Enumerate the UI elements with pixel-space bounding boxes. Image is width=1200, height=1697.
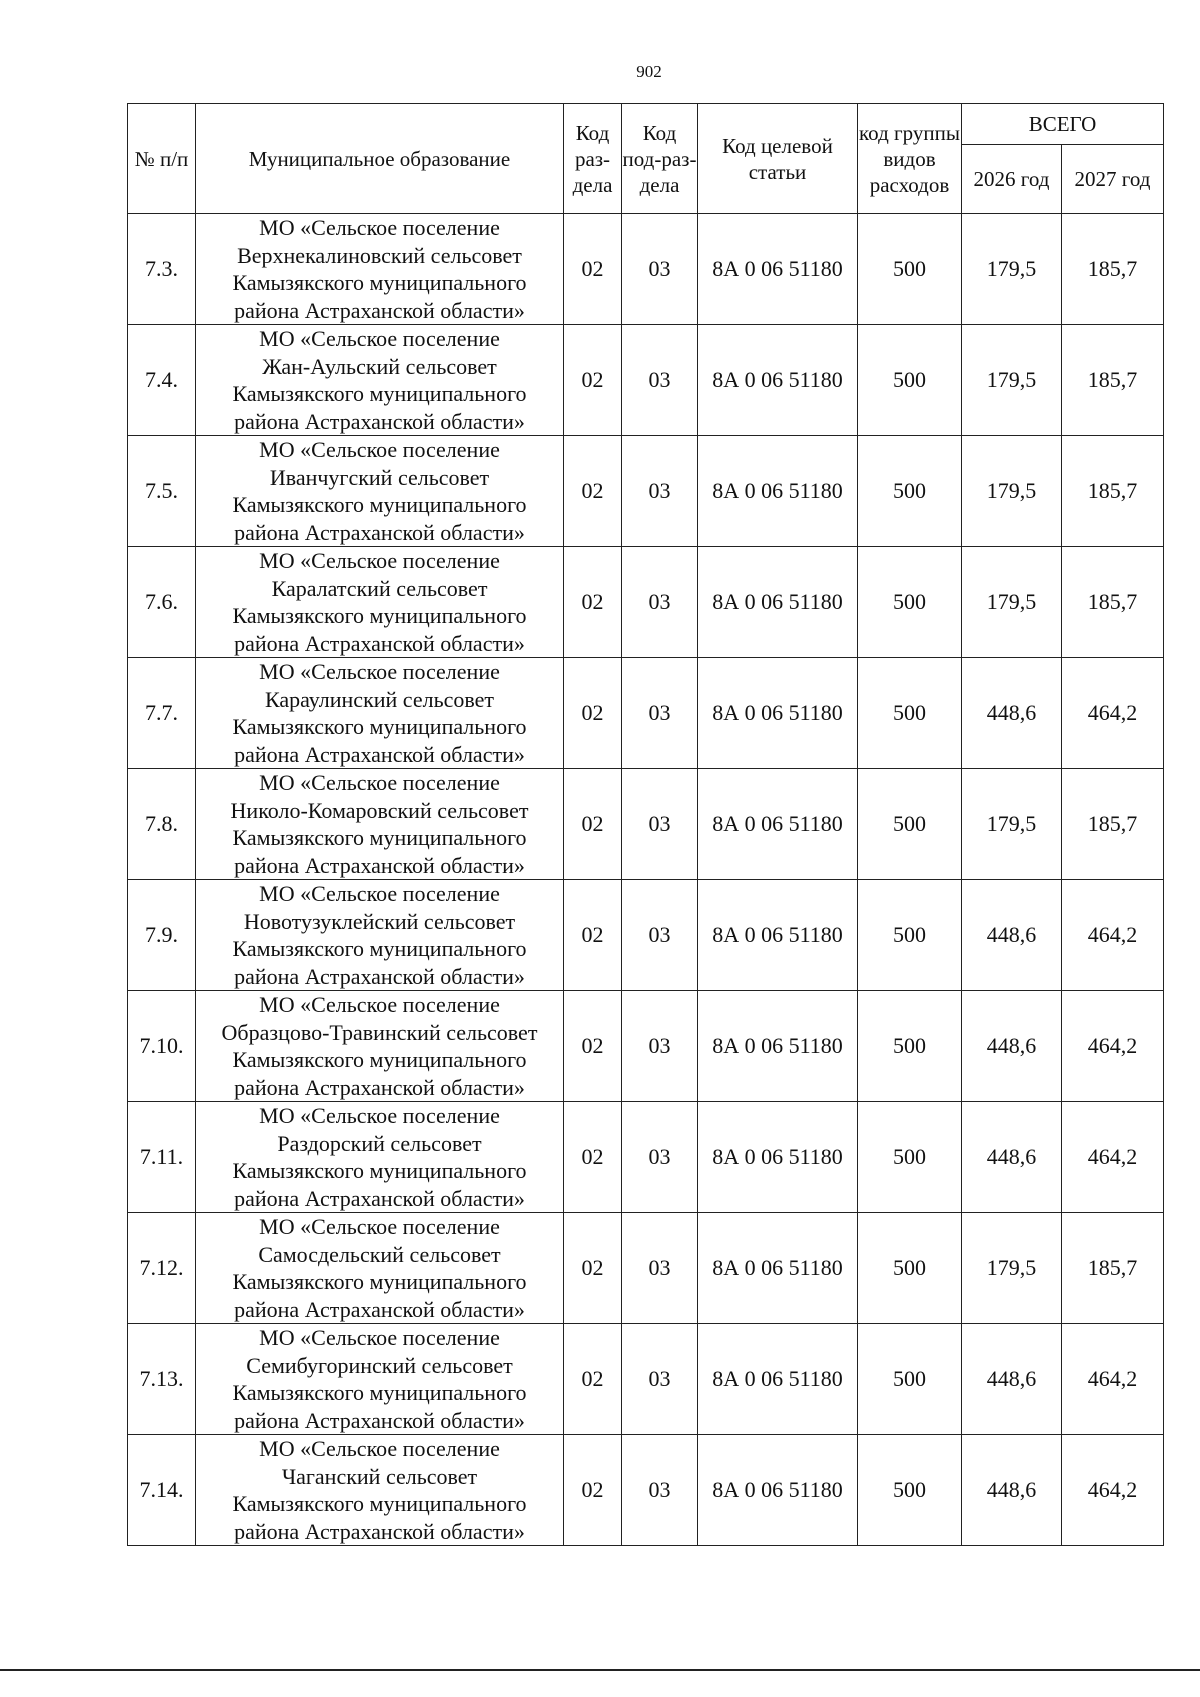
header-podrazdel-code: Код под-раз-дела <box>622 104 698 214</box>
target-article-code: 8А 0 06 51180 <box>698 436 858 547</box>
expense-group-code: 500 <box>858 880 962 991</box>
municipality-name <box>196 436 564 547</box>
municipality-name-line: района Астраханской области» <box>234 630 525 656</box>
table-row <box>128 658 1164 769</box>
municipality-name-line: района Астраханской области» <box>234 519 525 545</box>
municipality-name-line: района Астраханской области» <box>234 1074 525 1100</box>
table-row <box>128 991 1164 1102</box>
target-article-code: 8А 0 06 51180 <box>698 880 858 991</box>
target-article-code: 8А 0 06 51180 <box>698 1213 858 1324</box>
municipality-name-line: района Астраханской области» <box>234 297 525 323</box>
amount-2027: 185,7 <box>1062 214 1164 325</box>
amount-2027: 464,2 <box>1062 880 1164 991</box>
table-row <box>128 436 1164 547</box>
row-number: 7.8. <box>128 769 196 880</box>
municipality-name-line: МО «Сельское поселение <box>259 1103 500 1128</box>
row-number: 7.12. <box>128 1213 196 1324</box>
podrazdel-code: 03 <box>622 1435 698 1546</box>
podrazdel-code: 03 <box>622 214 698 325</box>
amount-2026: 179,5 <box>962 769 1062 880</box>
table-row <box>128 1435 1164 1546</box>
municipality-name <box>196 1102 564 1213</box>
amount-2026: 448,6 <box>962 1102 1062 1213</box>
table-row <box>128 769 1164 880</box>
target-article-code: 8А 0 06 51180 <box>698 547 858 658</box>
table-row <box>128 1102 1164 1213</box>
podrazdel-code: 03 <box>622 880 698 991</box>
municipality-name <box>196 991 564 1102</box>
expense-group-code: 500 <box>858 325 962 436</box>
municipality-name-line: Камызякского муниципального <box>232 1491 527 1516</box>
amount-2026: 179,5 <box>962 436 1062 547</box>
municipality-name-line: района Астраханской области» <box>234 1185 525 1211</box>
razdel-code: 02 <box>564 991 622 1102</box>
amount-2026: 448,6 <box>962 1324 1062 1435</box>
header-total: ВСЕГО <box>962 104 1164 145</box>
municipality-name <box>196 1213 564 1324</box>
municipality-name-line: МО «Сельское поселение <box>259 548 500 573</box>
razdel-code: 02 <box>564 769 622 880</box>
table-row <box>128 547 1164 658</box>
municipality-name-line: Камызякского муниципального <box>232 1158 527 1183</box>
municipality-name <box>196 1324 564 1435</box>
municipality-name <box>196 658 564 769</box>
target-article-code: 8А 0 06 51180 <box>698 1324 858 1435</box>
municipality-name-line: района Астраханской области» <box>234 1518 525 1544</box>
podrazdel-code: 03 <box>622 658 698 769</box>
header-num: № п/п <box>128 104 196 214</box>
municipality-name-line: Семибугоринский сельсовет <box>246 1352 513 1378</box>
municipality-name-line: Николо-Комаровский сельсовет <box>230 797 529 823</box>
municipality-name-line: МО «Сельское поселение <box>259 437 500 462</box>
municipality-name-line: Камызякского муниципального <box>232 825 527 850</box>
amount-2027: 185,7 <box>1062 1213 1164 1324</box>
row-number: 7.10. <box>128 991 196 1102</box>
municipality-name-line: Камызякского муниципального <box>232 936 527 961</box>
municipality-name <box>196 769 564 880</box>
amount-2027: 464,2 <box>1062 991 1164 1102</box>
municipality-name-line: Раздорский сельсовет <box>277 1130 482 1156</box>
expense-group-code: 500 <box>858 547 962 658</box>
municipality-name-line: Жан-Аульский сельсовет <box>262 353 497 379</box>
amount-2027: 185,7 <box>1062 436 1164 547</box>
municipality-name-line: МО «Сельское поселение <box>259 992 500 1017</box>
amount-2026: 179,5 <box>962 547 1062 658</box>
amount-2027: 185,7 <box>1062 325 1164 436</box>
header-year-2027: 2027 год <box>1062 145 1164 214</box>
municipality-name-line: Камызякского муниципального <box>232 1047 527 1072</box>
municipality-name-line: Камызякского муниципального <box>232 714 527 739</box>
municipality-name-line: района Астраханской области» <box>234 1407 525 1433</box>
podrazdel-code: 03 <box>622 1324 698 1435</box>
municipality-name-line: Верхнекалиновский сельсовет <box>237 242 522 268</box>
row-number: 7.7. <box>128 658 196 769</box>
expense-group-code: 500 <box>858 658 962 769</box>
amount-2026: 448,6 <box>962 1435 1062 1546</box>
target-article-code: 8А 0 06 51180 <box>698 214 858 325</box>
municipality-name <box>196 325 564 436</box>
razdel-code: 02 <box>564 214 622 325</box>
expense-group-code: 500 <box>858 1102 962 1213</box>
podrazdel-code: 03 <box>622 1213 698 1324</box>
target-article-code: 8А 0 06 51180 <box>698 658 858 769</box>
municipality-name-line: МО «Сельское поселение <box>259 326 500 351</box>
municipality-name-line: Чаганский сельсовет <box>281 1463 478 1489</box>
row-number: 7.11. <box>128 1102 196 1213</box>
header-expense-group-code: код группы видов расходов <box>858 104 962 214</box>
podrazdel-code: 03 <box>622 991 698 1102</box>
municipality-name-line: Каралатский сельсовет <box>271 575 488 601</box>
header-target-article-code: Код целевой статьи <box>698 104 858 214</box>
podrazdel-code: 03 <box>622 547 698 658</box>
municipality-name-line: Камызякского муниципального <box>232 492 527 517</box>
table-row <box>128 1324 1164 1435</box>
table-row <box>128 1213 1164 1324</box>
target-article-code: 8А 0 06 51180 <box>698 1102 858 1213</box>
municipality-name-line: Камызякского муниципального <box>232 270 527 295</box>
row-number: 7.4. <box>128 325 196 436</box>
amount-2027: 185,7 <box>1062 769 1164 880</box>
amount-2026: 179,5 <box>962 214 1062 325</box>
municipality-name-line: Иванчугский сельсовет <box>269 464 490 490</box>
header-year-2026: 2026 год <box>962 145 1062 214</box>
razdel-code: 02 <box>564 1435 622 1546</box>
podrazdel-code: 03 <box>622 1102 698 1213</box>
municipality-name-line: МО «Сельское поселение <box>259 215 500 240</box>
podrazdel-code: 03 <box>622 769 698 880</box>
row-number: 7.5. <box>128 436 196 547</box>
amount-2027: 185,7 <box>1062 547 1164 658</box>
row-number: 7.9. <box>128 880 196 991</box>
municipality-name-line: МО «Сельское поселение <box>259 1436 500 1461</box>
municipality-name-line: района Астраханской области» <box>234 852 525 878</box>
budget-table <box>127 103 1164 1546</box>
target-article-code: 8А 0 06 51180 <box>698 769 858 880</box>
municipality-name-line: Камызякского муниципального <box>232 1269 527 1294</box>
expense-group-code: 500 <box>858 991 962 1102</box>
razdel-code: 02 <box>564 547 622 658</box>
municipality-name <box>196 1435 564 1546</box>
target-article-code: 8А 0 06 51180 <box>698 1435 858 1546</box>
row-number: 7.13. <box>128 1324 196 1435</box>
amount-2026: 179,5 <box>962 325 1062 436</box>
municipality-name-line: МО «Сельское поселение <box>259 1214 500 1239</box>
municipality-name <box>196 880 564 991</box>
municipality-name-line: Образцово-Травинский сельсовет <box>221 1019 538 1045</box>
amount-2026: 448,6 <box>962 991 1062 1102</box>
table-row <box>128 880 1164 991</box>
podrazdel-code: 03 <box>622 325 698 436</box>
table-row <box>128 214 1164 325</box>
amount-2027: 464,2 <box>1062 1435 1164 1546</box>
municipality-name-line: Камызякского муниципального <box>232 603 527 628</box>
amount-2027: 464,2 <box>1062 1324 1164 1435</box>
municipality-name-line: района Астраханской области» <box>234 741 525 767</box>
razdel-code: 02 <box>564 658 622 769</box>
municipality-name-line: района Астраханской области» <box>234 963 525 989</box>
header-municipality: Муниципальное образование <box>196 104 564 214</box>
row-number: 7.3. <box>128 214 196 325</box>
amount-2027: 464,2 <box>1062 1102 1164 1213</box>
municipality-name-line: района Астраханской области» <box>234 1296 525 1322</box>
municipality-name-line: района Астраханской области» <box>234 408 525 434</box>
amount-2026: 448,6 <box>962 880 1062 991</box>
expense-group-code: 500 <box>858 769 962 880</box>
razdel-code: 02 <box>564 436 622 547</box>
municipality-name-line: Самосдельский сельсовет <box>258 1241 501 1267</box>
amount-2026: 179,5 <box>962 1213 1062 1324</box>
razdel-code: 02 <box>564 325 622 436</box>
municipality-name-line: МО «Сельское поселение <box>259 1325 500 1350</box>
expense-group-code: 500 <box>858 214 962 325</box>
razdel-code: 02 <box>564 1213 622 1324</box>
table-row <box>128 325 1164 436</box>
expense-group-code: 500 <box>858 1213 962 1324</box>
expense-group-code: 500 <box>858 1435 962 1546</box>
expense-group-code: 500 <box>858 436 962 547</box>
amount-2027: 464,2 <box>1062 658 1164 769</box>
razdel-code: 02 <box>564 880 622 991</box>
municipality-name <box>196 214 564 325</box>
razdel-code: 02 <box>564 1102 622 1213</box>
row-number: 7.6. <box>128 547 196 658</box>
row-number: 7.14. <box>128 1435 196 1546</box>
header-razdel-code: Код раз-дела <box>564 104 622 214</box>
expense-group-code: 500 <box>858 1324 962 1435</box>
municipality-name <box>196 547 564 658</box>
podrazdel-code: 03 <box>622 436 698 547</box>
municipality-name-line: Камызякского муниципального <box>232 381 527 406</box>
municipality-name-line: Камызякского муниципального <box>232 1380 527 1405</box>
target-article-code: 8А 0 06 51180 <box>698 325 858 436</box>
razdel-code: 02 <box>564 1324 622 1435</box>
municipality-name-line: МО «Сельское поселение <box>259 770 500 795</box>
amount-2026: 448,6 <box>962 658 1062 769</box>
municipality-name-line: МО «Сельское поселение <box>259 881 500 906</box>
bottom-rule <box>0 1669 1200 1671</box>
municipality-name-line: Новотузуклейский сельсовет <box>243 908 516 934</box>
target-article-code: 8А 0 06 51180 <box>698 991 858 1102</box>
municipality-name-line: Караулинский сельсовет <box>264 686 495 712</box>
page-number: 902 <box>636 62 662 81</box>
municipality-name-line: МО «Сельское поселение <box>259 659 500 684</box>
